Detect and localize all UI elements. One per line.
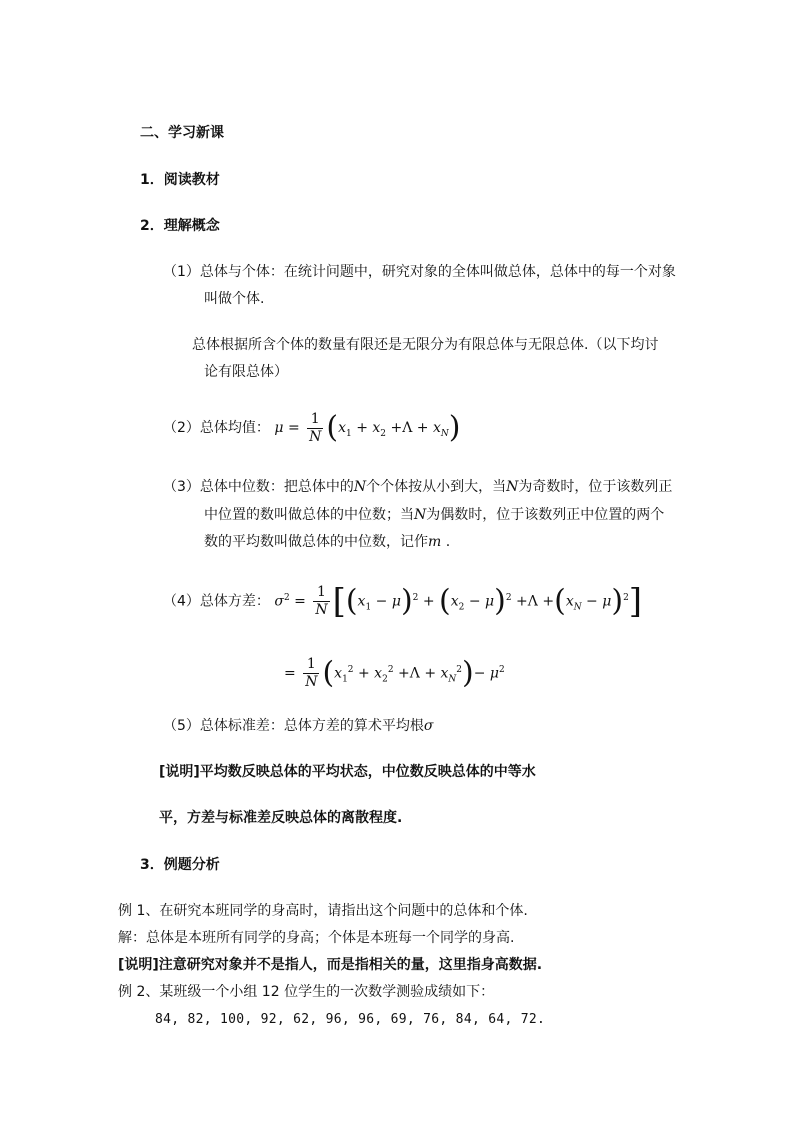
mu-symbol: μ xyxy=(602,593,612,610)
sup-2: 2 xyxy=(456,665,463,675)
section-title: 二、学习新课 xyxy=(140,125,224,141)
median-text: 数的平均数叫做总体的中位数，记作 xyxy=(204,534,428,550)
m-symbol: m xyxy=(428,534,442,550)
right-paren: ) xyxy=(611,583,624,619)
plus-sign: + xyxy=(516,593,528,610)
ellipsis-symbol: Λ xyxy=(409,665,420,682)
sub-1: 1 xyxy=(365,602,372,613)
plus-sign: + xyxy=(356,420,368,436)
median-line3 xyxy=(204,532,450,552)
x-term: x xyxy=(338,420,346,436)
sub-1: 1 xyxy=(342,674,348,685)
explanation-note-line2: 平，方差与标准差反映总体的离散程度. xyxy=(159,810,403,826)
right-paren: ) xyxy=(400,583,413,619)
x-term: x xyxy=(565,593,574,610)
N-symbol: N xyxy=(414,507,427,523)
left-paren: ( xyxy=(345,583,358,619)
median-line1 xyxy=(163,477,672,497)
variance-label: （4）总体方差： xyxy=(163,593,270,610)
fraction-numerator: 1 xyxy=(306,656,316,673)
median-text: 个个体按从小到大，当 xyxy=(366,479,507,495)
fraction-1-over-N xyxy=(313,584,329,619)
fraction-denominator: N xyxy=(309,428,322,445)
minus-sign: − xyxy=(468,593,481,610)
fraction-1-over-N xyxy=(307,411,323,446)
plus-sign: + xyxy=(398,665,410,682)
sub-2: 2 xyxy=(458,602,465,613)
fraction-denominator: N xyxy=(305,674,318,691)
equals-sign: = xyxy=(284,665,296,682)
period: . xyxy=(445,534,451,550)
median-text: （3）总体中位数：把总体中的 xyxy=(163,479,354,495)
mu-symbol: μ xyxy=(274,420,284,436)
x-term: x xyxy=(357,593,366,610)
fraction-numerator: 1 xyxy=(316,584,326,601)
right-paren: ) xyxy=(448,410,461,445)
sup-2: 2 xyxy=(283,593,290,603)
sub-2: 2 xyxy=(382,674,388,685)
mu-symbol: μ xyxy=(485,593,495,610)
left-paren: ( xyxy=(326,410,339,445)
equals-sign: = xyxy=(294,593,306,610)
sup-2: 2 xyxy=(347,665,354,675)
equals-sign: = xyxy=(287,420,300,436)
sub-2: 2 xyxy=(380,428,387,439)
N-symbol: N xyxy=(353,479,367,495)
sub-N: N xyxy=(440,428,449,439)
plus-sign: + xyxy=(424,665,437,682)
sub-N: N xyxy=(573,602,582,613)
step-read-textbook: 1．阅读教材 xyxy=(140,172,220,188)
plus-sign: + xyxy=(390,420,403,436)
N-symbol: N xyxy=(506,479,519,495)
sup-2: 2 xyxy=(505,593,512,603)
left-paren: ( xyxy=(554,583,566,619)
fraction-denominator: N xyxy=(315,602,328,619)
concept-population-line1: （1）总体与个体：在统计问题中，研究对象的全体叫做总体，总体中的每一个对象 xyxy=(163,264,676,280)
population-mean-formula xyxy=(163,408,460,454)
example1-note: [说明]注意研究对象并不是指人，而是指相关的量，这里指身高数据. xyxy=(118,957,543,973)
fraction-numerator: 1 xyxy=(310,410,320,427)
example2-scores: 84, 82, 100, 92, 62, 96, 96, 69, 76, 84, 64, 72. xyxy=(155,1012,546,1027)
sup-2: 2 xyxy=(499,665,505,675)
variance-formula-line2 xyxy=(284,650,505,699)
ellipsis-symbol: Λ xyxy=(527,593,538,610)
std-dev-text: （5）总体标准差：总体方差的算术平均根 xyxy=(163,718,424,734)
fraction-1-over-N xyxy=(303,656,319,691)
concept-population-line2: 叫做个体. xyxy=(204,291,265,307)
minus-sign: − xyxy=(586,593,598,610)
sub-N: N xyxy=(448,674,457,685)
minus-sign: − xyxy=(375,593,388,610)
left-paren: ( xyxy=(322,655,335,691)
step-example-analysis: 3．例题分析 xyxy=(140,857,220,873)
median-line2 xyxy=(204,505,664,525)
left-paren: ( xyxy=(439,583,451,619)
sigma-symbol: σ xyxy=(274,593,284,610)
sub-1: 1 xyxy=(346,428,352,439)
population-note-line2: 论有限总体） xyxy=(204,364,288,380)
median-text: 中位置的数叫做总体的中位数；当 xyxy=(204,507,414,523)
std-dev-line xyxy=(163,716,433,736)
mu-symbol: μ xyxy=(489,665,500,682)
sup-2: 2 xyxy=(412,593,419,603)
plus-sign: + xyxy=(357,665,370,682)
example1-answer: 解：总体是本班所有同学的身高；个体是本班每一个同学的身高. xyxy=(118,930,515,946)
median-text: 为奇数时，位于该数列正 xyxy=(518,479,673,495)
sup-2: 2 xyxy=(387,665,394,675)
x-term: x xyxy=(432,420,441,436)
step-understand-concepts: 2．理解概念 xyxy=(140,218,220,234)
median-text: 为偶数时，位于该数列正中位置的两个 xyxy=(426,507,665,523)
variance-formula-line1 xyxy=(163,578,642,627)
right-paren: ) xyxy=(462,655,474,691)
x-term: x xyxy=(372,420,381,436)
example2-question: 例 2、某班级一个小组 12 位学生的一次数学测验成绩如下： xyxy=(118,984,495,1000)
x-term: x xyxy=(374,665,383,682)
x-term: x xyxy=(334,665,343,682)
x-term: x xyxy=(450,593,459,610)
mean-label: （2）总体均值： xyxy=(163,420,270,436)
plus-sign: + xyxy=(542,593,555,610)
example1-question: 例 1、在研究本班同学的身高时，请指出这个问题中的总体和个体. xyxy=(118,903,528,919)
right-paren: ) xyxy=(494,583,506,619)
sup-2: 2 xyxy=(623,593,629,603)
left-bracket: [ xyxy=(332,581,346,622)
sigma-symbol: σ xyxy=(423,718,434,734)
ellipsis-symbol: Λ xyxy=(402,420,413,436)
plus-sign: + xyxy=(416,420,429,436)
minus-sign: − xyxy=(473,665,486,682)
population-note-line1: 总体根据所含个体的数量有限还是无限分为有限总体与无限总体.（以下均讨 xyxy=(192,337,659,353)
x-term: x xyxy=(440,665,449,682)
explanation-note-line1: [说明]平均数反映总体的平均状态，中位数反映总体的中等水 xyxy=(159,764,536,780)
plus-sign: + xyxy=(422,593,435,610)
mu-symbol: μ xyxy=(391,593,401,610)
right-bracket: ] xyxy=(628,581,643,622)
